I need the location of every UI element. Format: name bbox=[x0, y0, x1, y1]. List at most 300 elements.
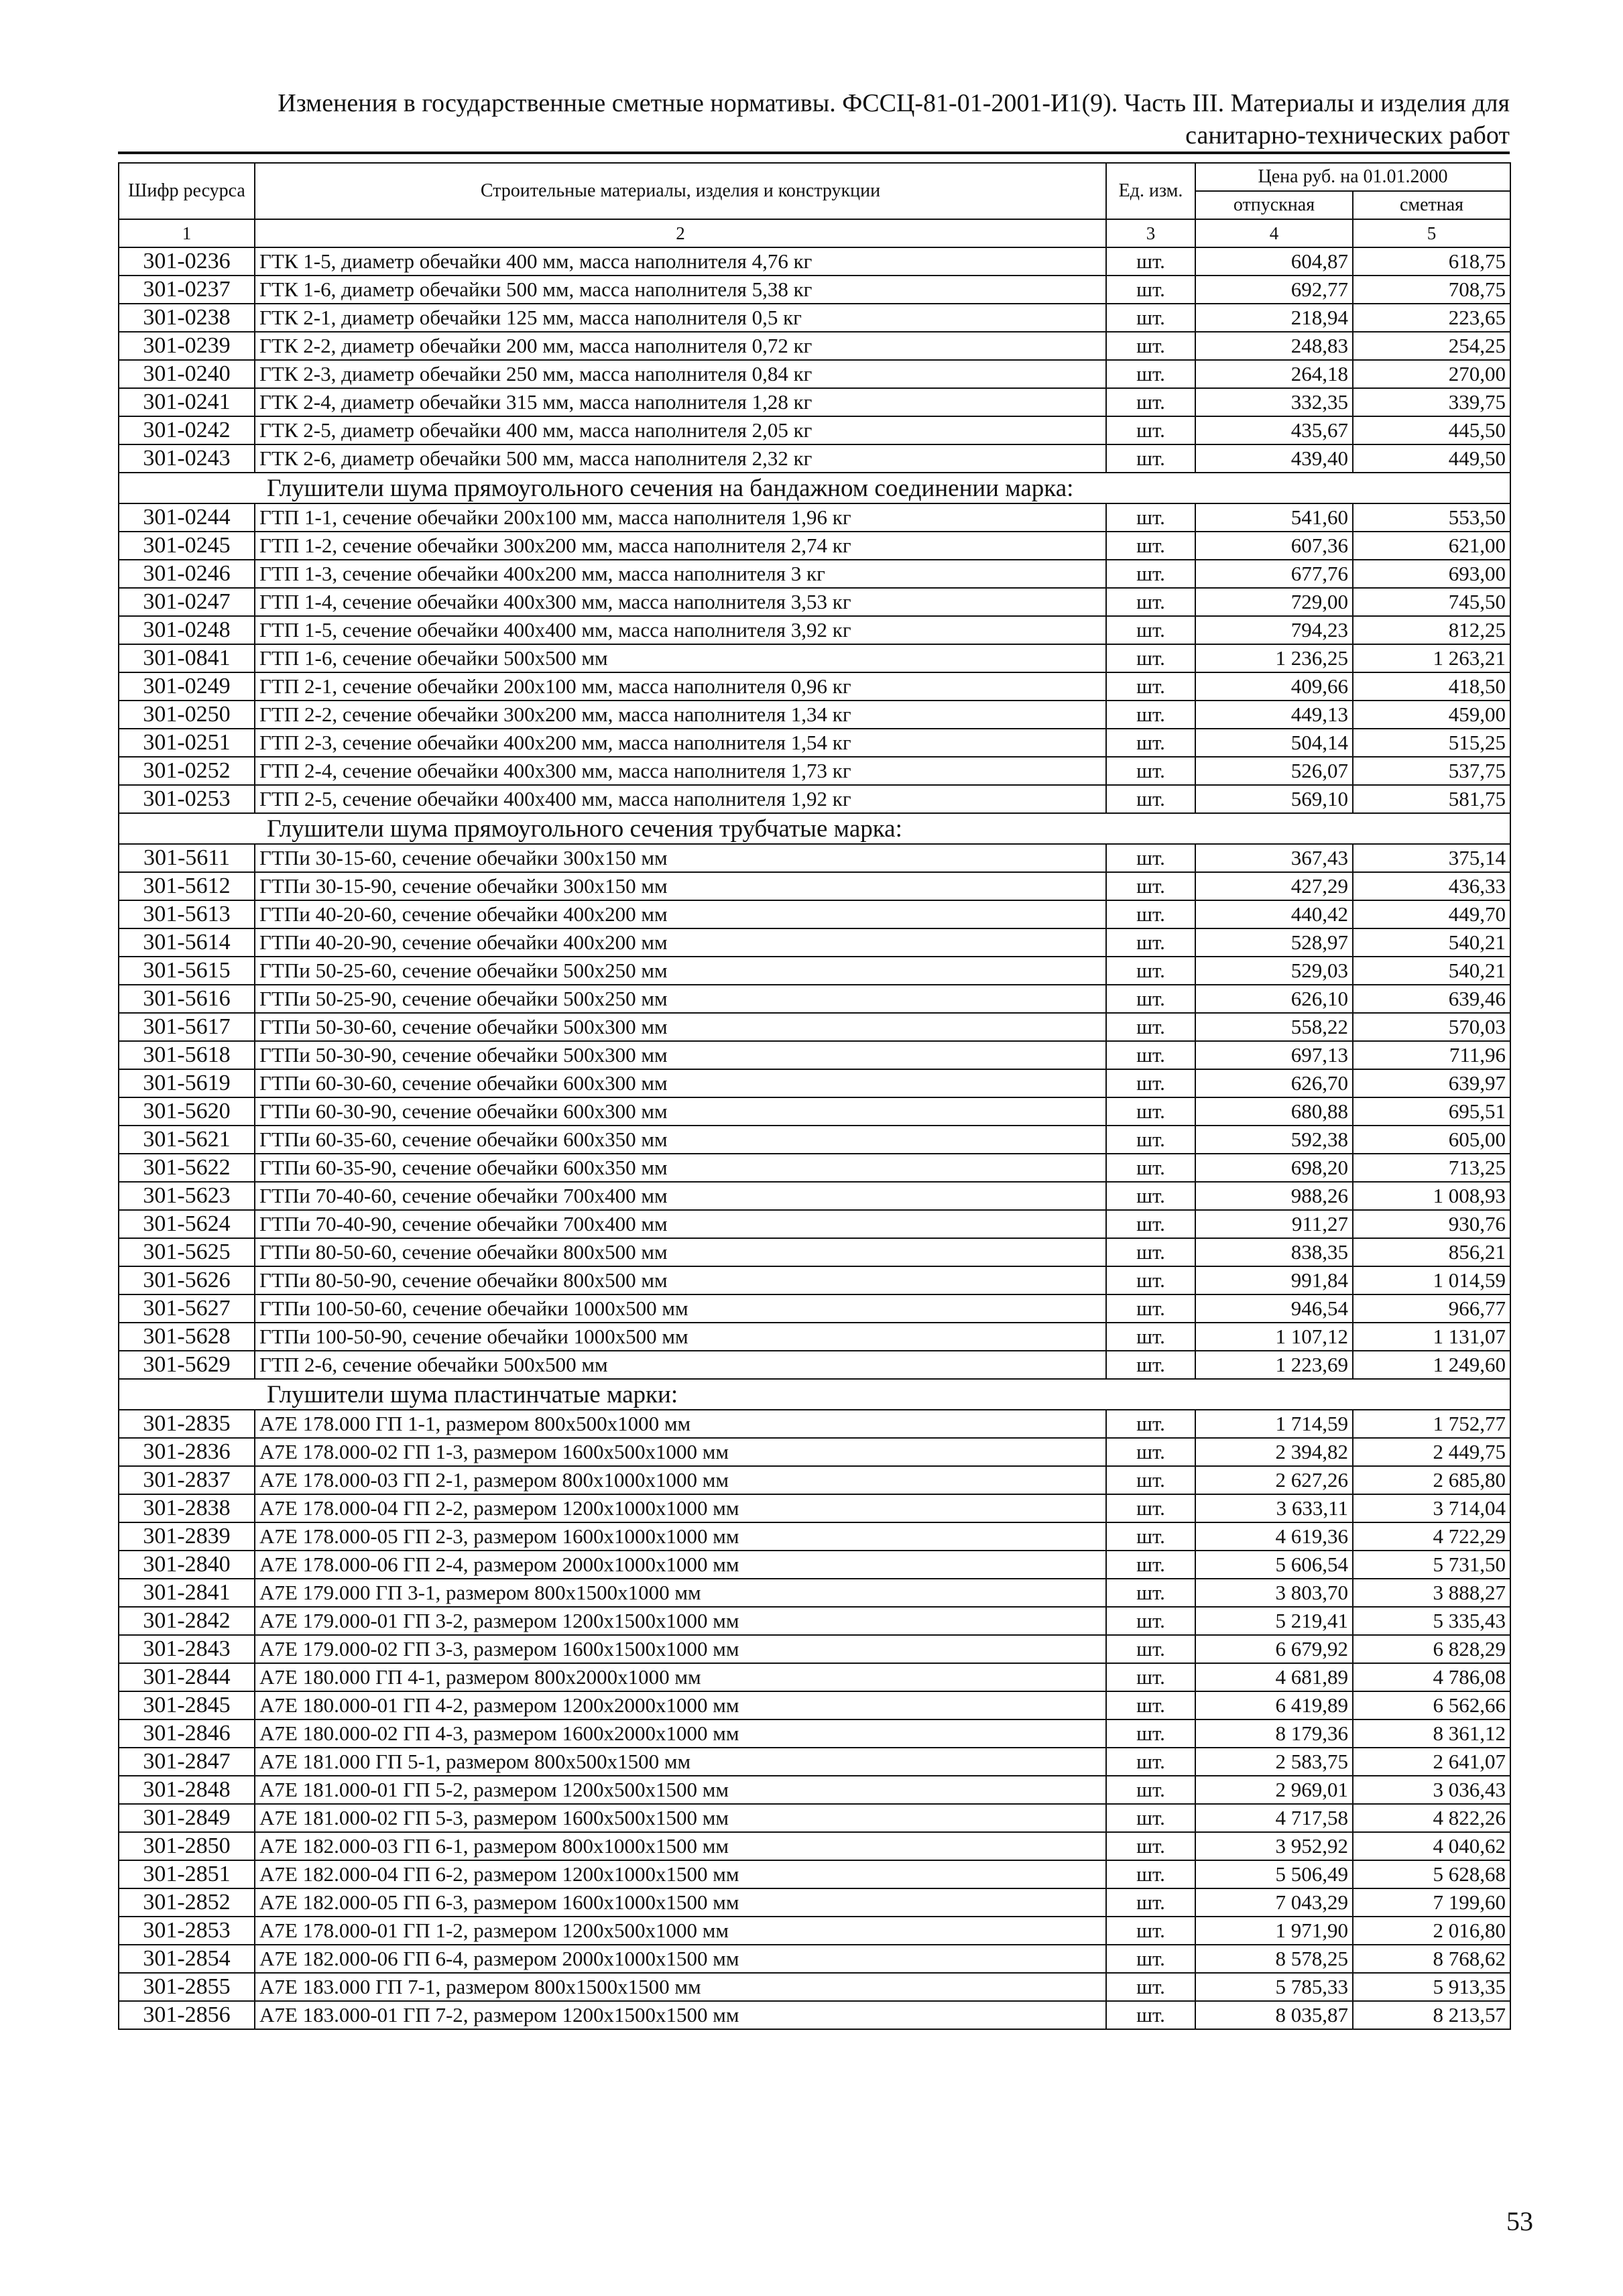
cell-code: 301-2854 bbox=[119, 1945, 255, 1973]
cell-estimate-price: 2 641,07 bbox=[1353, 1748, 1510, 1776]
cell-name: ГТП 1-5, сечение обечайки 400x400 мм, масса наполнителя 3,92 кг bbox=[255, 616, 1106, 644]
cell-name: ГТП 1-3, сечение обечайки 400x200 мм, масса наполнителя 3 кг bbox=[255, 560, 1106, 588]
cell-name: ГТПи 60-35-90, сечение обечайки 600x350 мм bbox=[255, 1154, 1106, 1182]
cell-release-price: 911,27 bbox=[1195, 1210, 1353, 1238]
cell-unit: шт. bbox=[1106, 1266, 1195, 1294]
cell-name: ГТП 2-1, сечение обечайки 200x100 мм, масса наполнителя 0,96 кг bbox=[255, 672, 1106, 701]
cell-code: 301-2836 bbox=[119, 1438, 255, 1466]
cell-release-price: 838,35 bbox=[1195, 1238, 1353, 1266]
cell-unit: шт. bbox=[1106, 532, 1195, 560]
table-row bbox=[119, 1351, 1510, 1379]
table-row bbox=[119, 701, 1510, 729]
cell-unit: шт. bbox=[1106, 588, 1195, 616]
cell-code: 301-0240 bbox=[119, 360, 255, 388]
cell-estimate-price: 8 361,12 bbox=[1353, 1719, 1510, 1748]
cell-estimate-price: 2 016,80 bbox=[1353, 1917, 1510, 1945]
cell-estimate-price: 553,50 bbox=[1353, 503, 1510, 532]
cell-unit: шт. bbox=[1106, 1607, 1195, 1635]
cell-name: А7Е 178.000-02 ГП 1-3, размером 1600x500x1000 мм bbox=[255, 1438, 1106, 1466]
cell-code: 301-0247 bbox=[119, 588, 255, 616]
cell-name: А7Е 181.000 ГП 5-1, размером 800x500x1500 мм bbox=[255, 1748, 1106, 1776]
cell-unit: шт. bbox=[1106, 332, 1195, 360]
cell-name: А7Е 180.000 ГП 4-1, размером 800x2000x1000 мм bbox=[255, 1663, 1106, 1691]
cell-code: 301-5613 bbox=[119, 900, 255, 928]
cell-code: 301-0250 bbox=[119, 701, 255, 729]
cell-release-price: 6 419,89 bbox=[1195, 1691, 1353, 1719]
cell-unit: шт. bbox=[1106, 1238, 1195, 1266]
cell-unit: шт. bbox=[1106, 672, 1195, 701]
table-row bbox=[119, 360, 1510, 388]
cell-release-price: 5 219,41 bbox=[1195, 1607, 1353, 1635]
cell-code: 301-5619 bbox=[119, 1069, 255, 1097]
cell-release-price: 8 035,87 bbox=[1195, 2001, 1353, 2029]
cell-name: А7Е 182.000-03 ГП 6-1, размером 800x1000x1500 мм bbox=[255, 1832, 1106, 1860]
cell-code: 301-2845 bbox=[119, 1691, 255, 1719]
cell-estimate-price: 695,51 bbox=[1353, 1097, 1510, 1126]
cell-name: ГТПи 60-30-60, сечение обечайки 600x300 мм bbox=[255, 1069, 1106, 1097]
cell-code: 301-2855 bbox=[119, 1973, 255, 2001]
cell-unit: шт. bbox=[1106, 1410, 1195, 1438]
cell-code: 301-5620 bbox=[119, 1097, 255, 1126]
cell-name: А7Е 183.000-01 ГП 7-2, размером 1200x1500x1500 мм bbox=[255, 2001, 1106, 2029]
cell-name: ГТПи 40-20-60, сечение обечайки 400x200 мм bbox=[255, 900, 1106, 928]
cell-unit: шт. bbox=[1106, 1013, 1195, 1041]
table-row bbox=[119, 1041, 1510, 1069]
cell-estimate-price: 639,46 bbox=[1353, 985, 1510, 1013]
cell-name: ГТПи 50-25-90, сечение обечайки 500x250 мм bbox=[255, 985, 1106, 1013]
cell-unit: шт. bbox=[1106, 872, 1195, 900]
cell-estimate-price: 515,25 bbox=[1353, 729, 1510, 757]
cell-unit: шт. bbox=[1106, 560, 1195, 588]
cell-release-price: 3 952,92 bbox=[1195, 1832, 1353, 1860]
col-number-5: 5 bbox=[1353, 219, 1510, 247]
cell-unit: шт. bbox=[1106, 1804, 1195, 1832]
cell-estimate-price: 449,70 bbox=[1353, 900, 1510, 928]
cell-release-price: 504,14 bbox=[1195, 729, 1353, 757]
cell-name: А7Е 178.000-06 ГП 2-4, размером 2000x1000x1000 мм bbox=[255, 1551, 1106, 1579]
cell-code: 301-0253 bbox=[119, 785, 255, 813]
cell-estimate-price: 4 786,08 bbox=[1353, 1663, 1510, 1691]
cell-release-price: 697,13 bbox=[1195, 1041, 1353, 1069]
price-table bbox=[118, 162, 1511, 2030]
cell-code: 301-5614 bbox=[119, 928, 255, 957]
table-row bbox=[119, 532, 1510, 560]
cell-unit: шт. bbox=[1106, 701, 1195, 729]
cell-estimate-price: 375,14 bbox=[1353, 844, 1510, 872]
cell-estimate-price: 5 731,50 bbox=[1353, 1551, 1510, 1579]
header-name: Строительные материалы, изделия и конструкции bbox=[255, 163, 1106, 219]
cell-name: ГТП 1-4, сечение обечайки 400x300 мм, масса наполнителя 3,53 кг bbox=[255, 588, 1106, 616]
cell-release-price: 6 679,92 bbox=[1195, 1635, 1353, 1663]
section-header bbox=[119, 813, 1510, 844]
table-row bbox=[119, 2001, 1510, 2029]
cell-unit: шт. bbox=[1106, 928, 1195, 957]
cell-unit: шт. bbox=[1106, 1917, 1195, 1945]
cell-release-price: 604,87 bbox=[1195, 247, 1353, 276]
cell-release-price: 4 681,89 bbox=[1195, 1663, 1353, 1691]
cell-release-price: 607,36 bbox=[1195, 532, 1353, 560]
cell-release-price: 4 717,58 bbox=[1195, 1804, 1353, 1832]
table-row bbox=[119, 1438, 1510, 1466]
cell-unit: шт. bbox=[1106, 304, 1195, 332]
cell-estimate-price: 4 722,29 bbox=[1353, 1522, 1510, 1551]
cell-release-price: 529,03 bbox=[1195, 957, 1353, 985]
cell-estimate-price: 1 014,59 bbox=[1353, 1266, 1510, 1294]
table-row bbox=[119, 1917, 1510, 1945]
cell-estimate-price: 436,33 bbox=[1353, 872, 1510, 900]
cell-name: А7Е 182.000-04 ГП 6-2, размером 1200x1000x1500 мм bbox=[255, 1860, 1106, 1888]
cell-release-price: 2 627,26 bbox=[1195, 1466, 1353, 1494]
col-number-4: 4 bbox=[1195, 219, 1353, 247]
cell-estimate-price: 1 249,60 bbox=[1353, 1351, 1510, 1379]
cell-estimate-price: 966,77 bbox=[1353, 1294, 1510, 1323]
cell-name: ГТПи 100-50-60, сечение обечайки 1000x500 мм bbox=[255, 1294, 1106, 1323]
cell-code: 301-5622 bbox=[119, 1154, 255, 1182]
cell-estimate-price: 6 828,29 bbox=[1353, 1635, 1510, 1663]
cell-unit: шт. bbox=[1106, 276, 1195, 304]
cell-estimate-price: 621,00 bbox=[1353, 532, 1510, 560]
cell-unit: шт. bbox=[1106, 900, 1195, 928]
cell-name: ГТК 2-6, диаметр обечайки 500 мм, масса наполнителя 2,32 кг bbox=[255, 444, 1106, 473]
cell-unit: шт. bbox=[1106, 444, 1195, 473]
cell-release-price: 1 236,25 bbox=[1195, 644, 1353, 672]
cell-name: ГТК 2-5, диаметр обечайки 400 мм, масса наполнителя 2,05 кг bbox=[255, 416, 1106, 444]
cell-release-price: 439,40 bbox=[1195, 444, 1353, 473]
cell-unit: шт. bbox=[1106, 360, 1195, 388]
cell-estimate-price: 570,03 bbox=[1353, 1013, 1510, 1041]
table-row bbox=[119, 1323, 1510, 1351]
table-row bbox=[119, 957, 1510, 985]
cell-estimate-price: 5 335,43 bbox=[1353, 1607, 1510, 1635]
table-row bbox=[119, 672, 1510, 701]
cell-name: А7Е 178.000-04 ГП 2-2, размером 1200x1000x1000 мм bbox=[255, 1494, 1106, 1522]
cell-code: 301-2843 bbox=[119, 1635, 255, 1663]
cell-code: 301-5627 bbox=[119, 1294, 255, 1323]
cell-code: 301-5624 bbox=[119, 1210, 255, 1238]
cell-name: ГТК 2-1, диаметр обечайки 125 мм, масса наполнителя 0,5 кг bbox=[255, 304, 1106, 332]
cell-estimate-price: 445,50 bbox=[1353, 416, 1510, 444]
cell-unit: шт. bbox=[1106, 1945, 1195, 1973]
table-row bbox=[119, 757, 1510, 785]
cell-code: 301-2842 bbox=[119, 1607, 255, 1635]
cell-name: ГТПи 50-30-90, сечение обечайки 500x300 мм bbox=[255, 1041, 1106, 1069]
cell-code: 301-2838 bbox=[119, 1494, 255, 1522]
cell-unit: шт. bbox=[1106, 1069, 1195, 1097]
cell-name: ГТПи 80-50-60, сечение обечайки 800x500 мм bbox=[255, 1238, 1106, 1266]
cell-release-price: 692,77 bbox=[1195, 276, 1353, 304]
cell-name: ГТП 2-2, сечение обечайки 300x200 мм, масса наполнителя 1,34 кг bbox=[255, 701, 1106, 729]
cell-name: А7Е 178.000 ГП 1-1, размером 800x500x1000 мм bbox=[255, 1410, 1106, 1438]
cell-estimate-price: 2 449,75 bbox=[1353, 1438, 1510, 1466]
cell-estimate-price: 4 040,62 bbox=[1353, 1832, 1510, 1860]
cell-release-price: 794,23 bbox=[1195, 616, 1353, 644]
cell-release-price: 218,94 bbox=[1195, 304, 1353, 332]
cell-unit: шт. bbox=[1106, 1888, 1195, 1917]
cell-unit: шт. bbox=[1106, 616, 1195, 644]
table-row bbox=[119, 1410, 1510, 1438]
cell-release-price: 946,54 bbox=[1195, 1294, 1353, 1323]
cell-estimate-price: 812,25 bbox=[1353, 616, 1510, 644]
cell-name: А7Е 178.000-03 ГП 2-1, размером 800x1000x1000 мм bbox=[255, 1466, 1106, 1494]
cell-name: ГТПи 30-15-60, сечение обечайки 300x150 мм bbox=[255, 844, 1106, 872]
header-line-1: Изменения в государственные сметные нормативы. ФССЦ-81-01-2001-И1(9). Часть III. Материалы и изделия для bbox=[278, 89, 1510, 117]
cell-release-price: 5 506,49 bbox=[1195, 1860, 1353, 1888]
cell-release-price: 264,18 bbox=[1195, 360, 1353, 388]
cell-release-price: 2 394,82 bbox=[1195, 1438, 1353, 1466]
cell-name: ГТП 1-2, сечение обечайки 300x200 мм, масса наполнителя 2,74 кг bbox=[255, 532, 1106, 560]
table-row bbox=[119, 729, 1510, 757]
cell-unit: шт. bbox=[1106, 1097, 1195, 1126]
table-row bbox=[119, 900, 1510, 928]
table-row bbox=[119, 1973, 1510, 2001]
cell-code: 301-2835 bbox=[119, 1410, 255, 1438]
cell-estimate-price: 5 628,68 bbox=[1353, 1860, 1510, 1888]
cell-release-price: 427,29 bbox=[1195, 872, 1353, 900]
page-header bbox=[118, 87, 1510, 152]
cell-estimate-price: 5 913,35 bbox=[1353, 1973, 1510, 2001]
cell-unit: шт. bbox=[1106, 1182, 1195, 1210]
cell-name: ГТПи 50-25-60, сечение обечайки 500x250 мм bbox=[255, 957, 1106, 985]
cell-unit: шт. bbox=[1106, 1776, 1195, 1804]
cell-release-price: 677,76 bbox=[1195, 560, 1353, 588]
cell-release-price: 7 043,29 bbox=[1195, 1888, 1353, 1917]
cell-unit: шт. bbox=[1106, 1154, 1195, 1182]
cell-code: 301-5616 bbox=[119, 985, 255, 1013]
table-row bbox=[119, 1266, 1510, 1294]
cell-estimate-price: 223,65 bbox=[1353, 304, 1510, 332]
cell-estimate-price: 459,00 bbox=[1353, 701, 1510, 729]
cell-unit: шт. bbox=[1106, 844, 1195, 872]
cell-name: ГТК 1-6, диаметр обечайки 500 мм, масса наполнителя 5,38 кг bbox=[255, 276, 1106, 304]
cell-unit: шт. bbox=[1106, 644, 1195, 672]
cell-estimate-price: 1 131,07 bbox=[1353, 1323, 1510, 1351]
cell-release-price: 1 223,69 bbox=[1195, 1351, 1353, 1379]
table-row bbox=[119, 1888, 1510, 1917]
cell-unit: шт. bbox=[1106, 1579, 1195, 1607]
cell-unit: шт. bbox=[1106, 1973, 1195, 2001]
cell-code: 301-2849 bbox=[119, 1804, 255, 1832]
cell-estimate-price: 693,00 bbox=[1353, 560, 1510, 588]
cell-code: 301-0243 bbox=[119, 444, 255, 473]
cell-estimate-price: 1 008,93 bbox=[1353, 1182, 1510, 1210]
cell-release-price: 991,84 bbox=[1195, 1266, 1353, 1294]
cell-name: ГТПи 60-35-60, сечение обечайки 600x350 мм bbox=[255, 1126, 1106, 1154]
cell-code: 301-0241 bbox=[119, 388, 255, 416]
cell-name: ГТП 2-3, сечение обечайки 400x200 мм, масса наполнителя 1,54 кг bbox=[255, 729, 1106, 757]
cell-estimate-price: 745,50 bbox=[1353, 588, 1510, 616]
table-row bbox=[119, 1154, 1510, 1182]
cell-code: 301-0841 bbox=[119, 644, 255, 672]
cell-estimate-price: 339,75 bbox=[1353, 388, 1510, 416]
cell-estimate-price: 3 714,04 bbox=[1353, 1494, 1510, 1522]
table-row bbox=[119, 1210, 1510, 1238]
cell-release-price: 698,20 bbox=[1195, 1154, 1353, 1182]
cell-code: 301-0245 bbox=[119, 532, 255, 560]
table-row bbox=[119, 1097, 1510, 1126]
table-row bbox=[119, 1551, 1510, 1579]
cell-unit: шт. bbox=[1106, 957, 1195, 985]
header-line-2: санитарно-технических работ bbox=[1185, 121, 1510, 149]
cell-code: 301-0238 bbox=[119, 304, 255, 332]
cell-estimate-price: 540,21 bbox=[1353, 957, 1510, 985]
table-row bbox=[119, 332, 1510, 360]
cell-code: 301-0246 bbox=[119, 560, 255, 588]
cell-name: ГТК 2-3, диаметр обечайки 250 мм, масса наполнителя 0,84 кг bbox=[255, 360, 1106, 388]
cell-name: ГТПи 60-30-90, сечение обечайки 600x300 мм bbox=[255, 1097, 1106, 1126]
cell-name: А7Е 182.000-05 ГП 6-3, размером 1600x1000x1500 мм bbox=[255, 1888, 1106, 1917]
table-body bbox=[119, 247, 1510, 2029]
cell-unit: шт. bbox=[1106, 1466, 1195, 1494]
cell-unit: шт. bbox=[1106, 985, 1195, 1013]
cell-name: ГТПи 30-15-90, сечение обечайки 300x150 мм bbox=[255, 872, 1106, 900]
section-title: Глушители шума прямоугольного сечения на бандажном соединении марка: bbox=[119, 473, 1510, 503]
cell-estimate-price: 254,25 bbox=[1353, 332, 1510, 360]
cell-name: ГТК 1-5, диаметр обечайки 400 мм, масса наполнителя 4,76 кг bbox=[255, 247, 1106, 276]
cell-estimate-price: 4 822,26 bbox=[1353, 1804, 1510, 1832]
cell-name: А7Е 183.000 ГП 7-1, размером 800x1500x1500 мм bbox=[255, 1973, 1106, 2001]
cell-unit: шт. bbox=[1106, 1551, 1195, 1579]
cell-code: 301-2844 bbox=[119, 1663, 255, 1691]
cell-estimate-price: 605,00 bbox=[1353, 1126, 1510, 1154]
cell-code: 301-2850 bbox=[119, 1832, 255, 1860]
cell-code: 301-0239 bbox=[119, 332, 255, 360]
cell-release-price: 592,38 bbox=[1195, 1126, 1353, 1154]
cell-name: ГТП 1-1, сечение обечайки 200x100 мм, масса наполнителя 1,96 кг bbox=[255, 503, 1106, 532]
cell-code: 301-5626 bbox=[119, 1266, 255, 1294]
cell-code: 301-0244 bbox=[119, 503, 255, 532]
cell-release-price: 5 606,54 bbox=[1195, 1551, 1353, 1579]
col-number-3: 3 bbox=[1106, 219, 1195, 247]
cell-unit: шт. bbox=[1106, 1691, 1195, 1719]
cell-code: 301-0248 bbox=[119, 616, 255, 644]
cell-release-price: 367,43 bbox=[1195, 844, 1353, 872]
table-row bbox=[119, 1776, 1510, 1804]
cell-unit: шт. bbox=[1106, 416, 1195, 444]
table-row bbox=[119, 1945, 1510, 1973]
cell-code: 301-0251 bbox=[119, 729, 255, 757]
table-row bbox=[119, 1691, 1510, 1719]
col-number-1: 1 bbox=[119, 219, 255, 247]
cell-code: 301-0242 bbox=[119, 416, 255, 444]
table-row bbox=[119, 416, 1510, 444]
table-row bbox=[119, 588, 1510, 616]
cell-code: 301-2847 bbox=[119, 1748, 255, 1776]
cell-name: А7Е 179.000-01 ГП 3-2, размером 1200x1500x1000 мм bbox=[255, 1607, 1106, 1635]
cell-name: А7Е 182.000-06 ГП 6-4, размером 2000x1000x1500 мм bbox=[255, 1945, 1106, 1973]
cell-code: 301-2852 bbox=[119, 1888, 255, 1917]
cell-code: 301-0236 bbox=[119, 247, 255, 276]
cell-name: А7Е 179.000 ГП 3-1, размером 800x1500x1000 мм bbox=[255, 1579, 1106, 1607]
cell-name: А7Е 180.000-02 ГП 4-3, размером 1600x2000x1000 мм bbox=[255, 1719, 1106, 1748]
cell-code: 301-0252 bbox=[119, 757, 255, 785]
cell-unit: шт. bbox=[1106, 785, 1195, 813]
col-number-2: 2 bbox=[255, 219, 1106, 247]
cell-release-price: 558,22 bbox=[1195, 1013, 1353, 1041]
cell-code: 301-2846 bbox=[119, 1719, 255, 1748]
table-row bbox=[119, 304, 1510, 332]
cell-unit: шт. bbox=[1106, 1719, 1195, 1748]
cell-code: 301-0249 bbox=[119, 672, 255, 701]
cell-unit: шт. bbox=[1106, 388, 1195, 416]
table-row bbox=[119, 1607, 1510, 1635]
cell-release-price: 435,67 bbox=[1195, 416, 1353, 444]
cell-release-price: 332,35 bbox=[1195, 388, 1353, 416]
cell-release-price: 2 969,01 bbox=[1195, 1776, 1353, 1804]
table-row bbox=[119, 1013, 1510, 1041]
cell-name: А7Е 180.000-01 ГП 4-2, размером 1200x2000x1000 мм bbox=[255, 1691, 1106, 1719]
cell-estimate-price: 856,21 bbox=[1353, 1238, 1510, 1266]
cell-code: 301-5629 bbox=[119, 1351, 255, 1379]
cell-unit: шт. bbox=[1106, 503, 1195, 532]
cell-release-price: 1 107,12 bbox=[1195, 1323, 1353, 1351]
cell-estimate-price: 537,75 bbox=[1353, 757, 1510, 785]
cell-name: ГТП 2-5, сечение обечайки 400x400 мм, масса наполнителя 1,92 кг bbox=[255, 785, 1106, 813]
cell-estimate-price: 708,75 bbox=[1353, 276, 1510, 304]
cell-estimate-price: 639,97 bbox=[1353, 1069, 1510, 1097]
cell-release-price: 569,10 bbox=[1195, 785, 1353, 813]
cell-code: 301-2851 bbox=[119, 1860, 255, 1888]
page-number: 53 bbox=[1506, 2206, 1533, 2236]
table-row bbox=[119, 560, 1510, 588]
cell-estimate-price: 8 213,57 bbox=[1353, 2001, 1510, 2029]
table-row bbox=[119, 872, 1510, 900]
cell-unit: шт. bbox=[1106, 2001, 1195, 2029]
table-row bbox=[119, 1126, 1510, 1154]
cell-estimate-price: 1 752,77 bbox=[1353, 1410, 1510, 1438]
table-row bbox=[119, 1748, 1510, 1776]
cell-estimate-price: 711,96 bbox=[1353, 1041, 1510, 1069]
cell-name: ГТПи 70-40-60, сечение обечайки 700x400 мм bbox=[255, 1182, 1106, 1210]
table-row bbox=[119, 1860, 1510, 1888]
table-row bbox=[119, 1466, 1510, 1494]
table-row bbox=[119, 785, 1510, 813]
cell-estimate-price: 618,75 bbox=[1353, 247, 1510, 276]
cell-estimate-price: 3 036,43 bbox=[1353, 1776, 1510, 1804]
cell-code: 301-5611 bbox=[119, 844, 255, 872]
table-row bbox=[119, 444, 1510, 473]
header-rule bbox=[118, 152, 1510, 154]
table-row bbox=[119, 1663, 1510, 1691]
cell-unit: шт. bbox=[1106, 1522, 1195, 1551]
cell-unit: шт. bbox=[1106, 1438, 1195, 1466]
cell-code: 301-5625 bbox=[119, 1238, 255, 1266]
cell-name: ГТПи 80-50-90, сечение обечайки 800x500 мм bbox=[255, 1266, 1106, 1294]
cell-unit: шт. bbox=[1106, 247, 1195, 276]
table-row bbox=[119, 616, 1510, 644]
table-row bbox=[119, 1635, 1510, 1663]
cell-estimate-price: 7 199,60 bbox=[1353, 1888, 1510, 1917]
cell-release-price: 541,60 bbox=[1195, 503, 1353, 532]
cell-code: 301-2840 bbox=[119, 1551, 255, 1579]
section-title: Глушители шума прямоугольного сечения трубчатые марка: bbox=[119, 813, 1510, 844]
cell-name: А7Е 178.000-01 ГП 1-2, размером 1200x500x1000 мм bbox=[255, 1917, 1106, 1945]
cell-estimate-price: 449,50 bbox=[1353, 444, 1510, 473]
cell-release-price: 4 619,36 bbox=[1195, 1522, 1353, 1551]
cell-release-price: 3 633,11 bbox=[1195, 1494, 1353, 1522]
cell-code: 301-2848 bbox=[119, 1776, 255, 1804]
table-row bbox=[119, 1579, 1510, 1607]
cell-code: 301-2839 bbox=[119, 1522, 255, 1551]
cell-release-price: 680,88 bbox=[1195, 1097, 1353, 1126]
cell-estimate-price: 1 263,21 bbox=[1353, 644, 1510, 672]
cell-unit: шт. bbox=[1106, 1351, 1195, 1379]
table-row bbox=[119, 1494, 1510, 1522]
table-row bbox=[119, 276, 1510, 304]
cell-release-price: 528,97 bbox=[1195, 928, 1353, 957]
cell-release-price: 729,00 bbox=[1195, 588, 1353, 616]
cell-code: 301-0237 bbox=[119, 276, 255, 304]
cell-unit: шт. bbox=[1106, 1494, 1195, 1522]
